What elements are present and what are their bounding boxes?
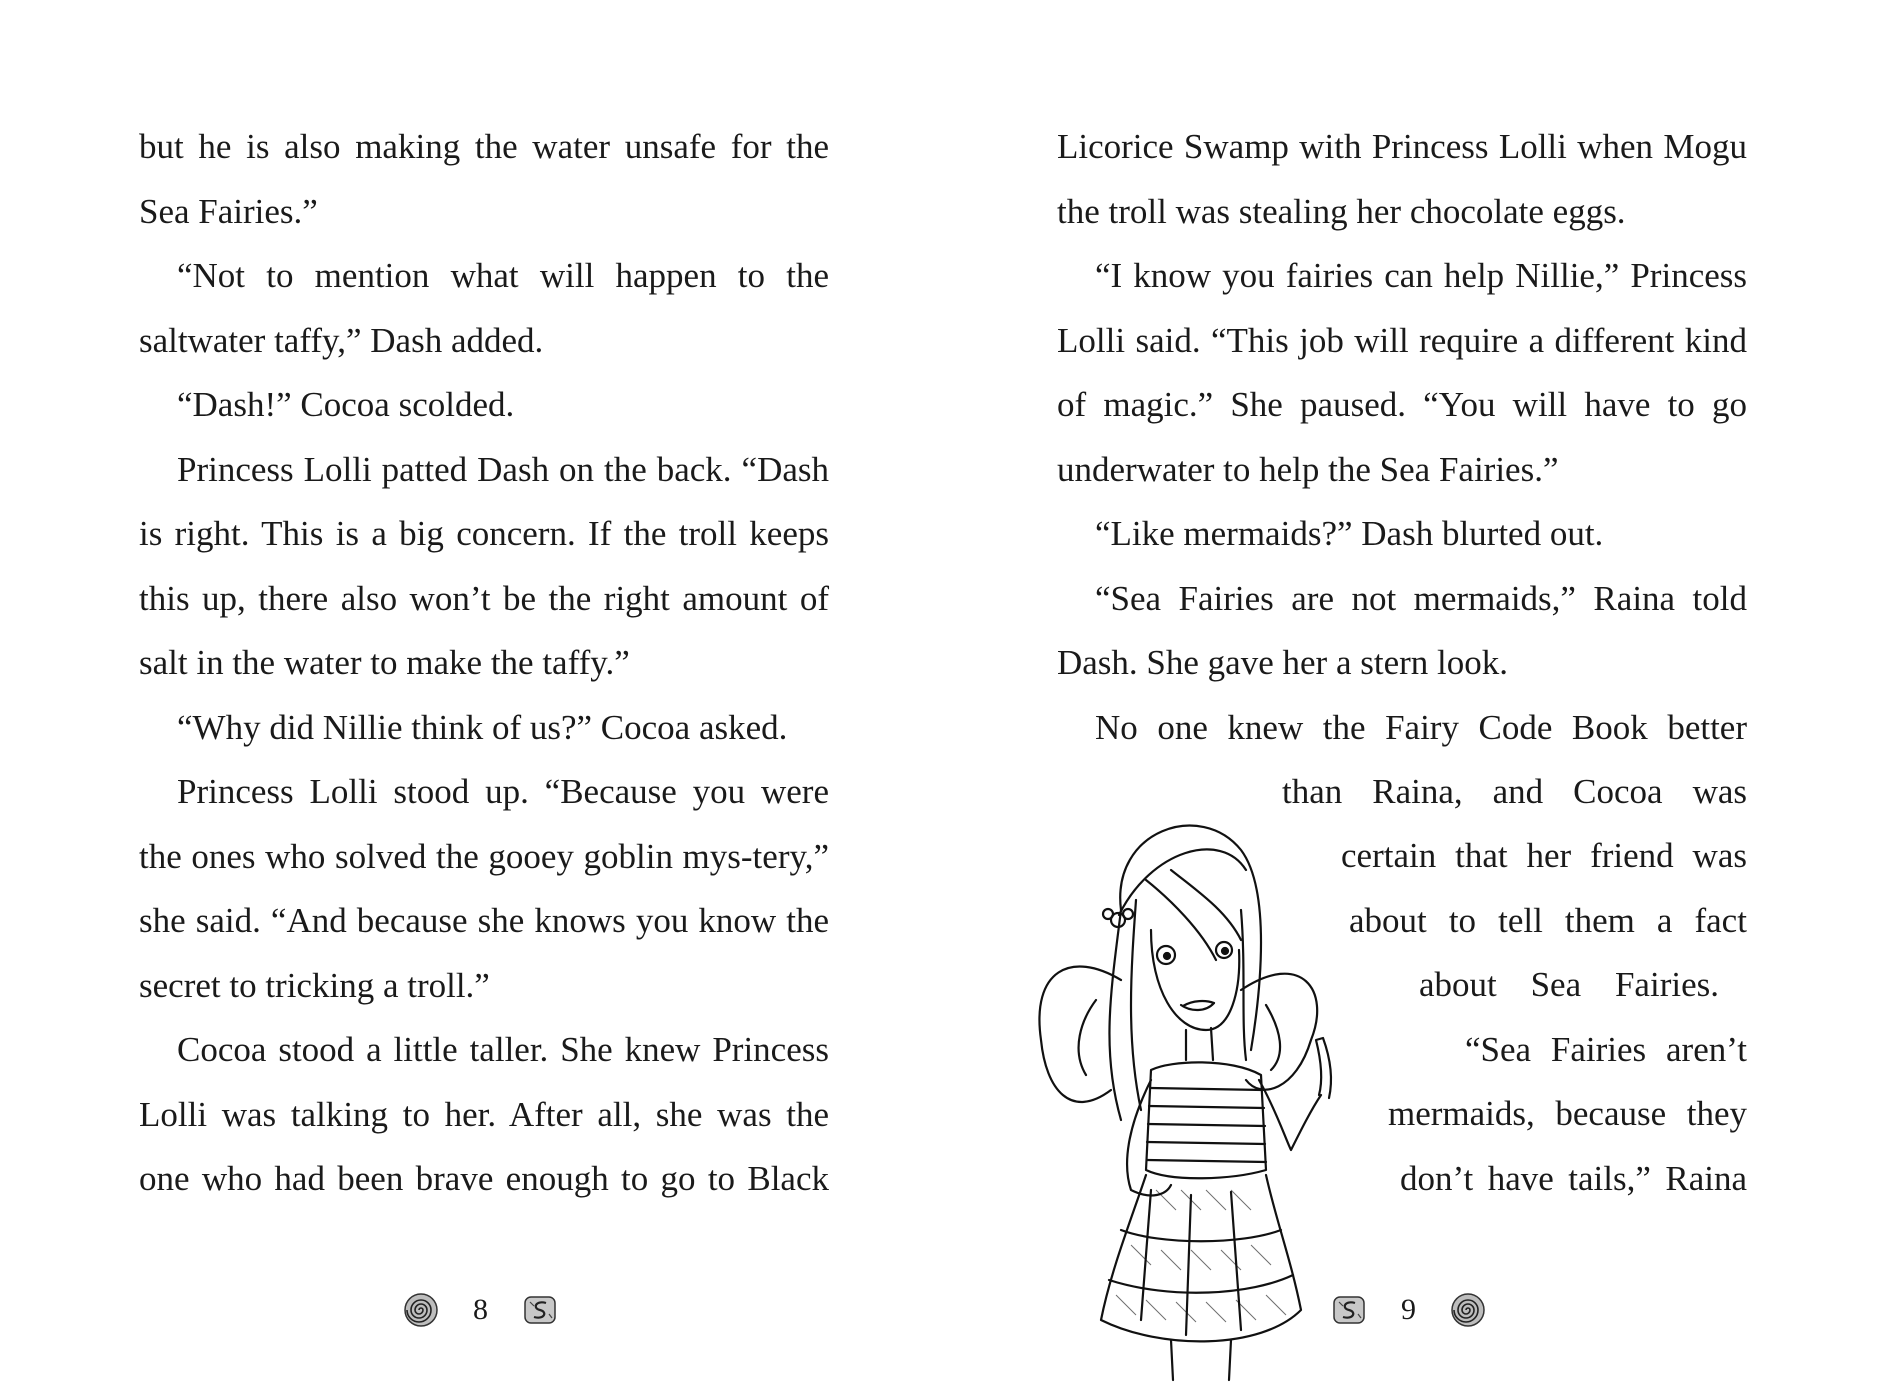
paragraph: Princess Lolli stood up. “Because you were the ones who solved the gooey goblin mys-tery,” she said. “And because she knows you know the secret to tricking a troll.”	[139, 772, 829, 1005]
paragraph: Cocoa stood a little taller. She knew Princess Lolli was talking to her. After all, she was the one who had been brave enough to go to Black	[139, 1030, 829, 1198]
wrapped-line: certain that her friend was	[1341, 836, 1747, 875]
right-page-text	[1057, 115, 1747, 760]
paragraph: “I know you fairies can help Nillie,” Princess Lolli said. “This job will require a different kind of magic.” She paused. “You will have to go underwater to help the Sea Fairies.”	[1057, 256, 1747, 489]
swirl-ornament-icon	[1450, 1292, 1486, 1328]
wrapped-line: “Sea Fairies aren’t	[1465, 1030, 1747, 1069]
wrapped-line: than Raina, and Cocoa was	[1282, 772, 1747, 811]
paragraph: “Sea Fairies are not mermaids,” Raina told Dash. She gave her a stern look.	[1057, 578, 1747, 682]
left-page-text	[139, 115, 829, 1212]
paragraph: “Why did Nillie think of us?” Cocoa asked.	[177, 707, 788, 747]
shell-ornament-icon	[522, 1292, 558, 1328]
shell-ornament-icon	[1331, 1292, 1367, 1328]
paragraph: No one knew the Fairy Code Book better	[1095, 707, 1747, 747]
wrapped-line: don’t have tails,” Raina	[1400, 1159, 1747, 1198]
page-folio	[403, 1290, 558, 1330]
left-page	[0, 0, 940, 1400]
paragraph: Princess Lolli patted Dash on the back. “Dash is right. This is a big concern. If the troll keeps this up, there also won’t be the right amount of salt in the water to make the taffy.”	[139, 449, 829, 682]
paragraph: Licorice Swamp with Princess Lolli when Mogu the troll was stealing her chocolate eggs.	[1057, 127, 1747, 231]
right-page	[941, 0, 1881, 1400]
page-number: 8	[473, 1293, 488, 1326]
paragraph: but he is also making the water unsafe for the Sea Fairies.”	[139, 127, 829, 231]
paragraph: “Dash!” Cocoa scolded.	[177, 385, 515, 424]
wrapped-line: mermaids, because they	[1388, 1094, 1747, 1133]
paragraph: “Like mermaids?” Dash blurted out.	[1095, 514, 1604, 553]
wrapped-line: about Sea Fairies.	[1419, 965, 1719, 1004]
paragraph: “Not to mention what will happen to the saltwater taffy,” Dash added.	[139, 256, 829, 360]
wrapped-line: about to tell them a fact	[1349, 901, 1747, 940]
swirl-ornament-icon	[403, 1292, 439, 1328]
page-folio	[1331, 1290, 1486, 1330]
page-number: 9	[1401, 1293, 1416, 1326]
